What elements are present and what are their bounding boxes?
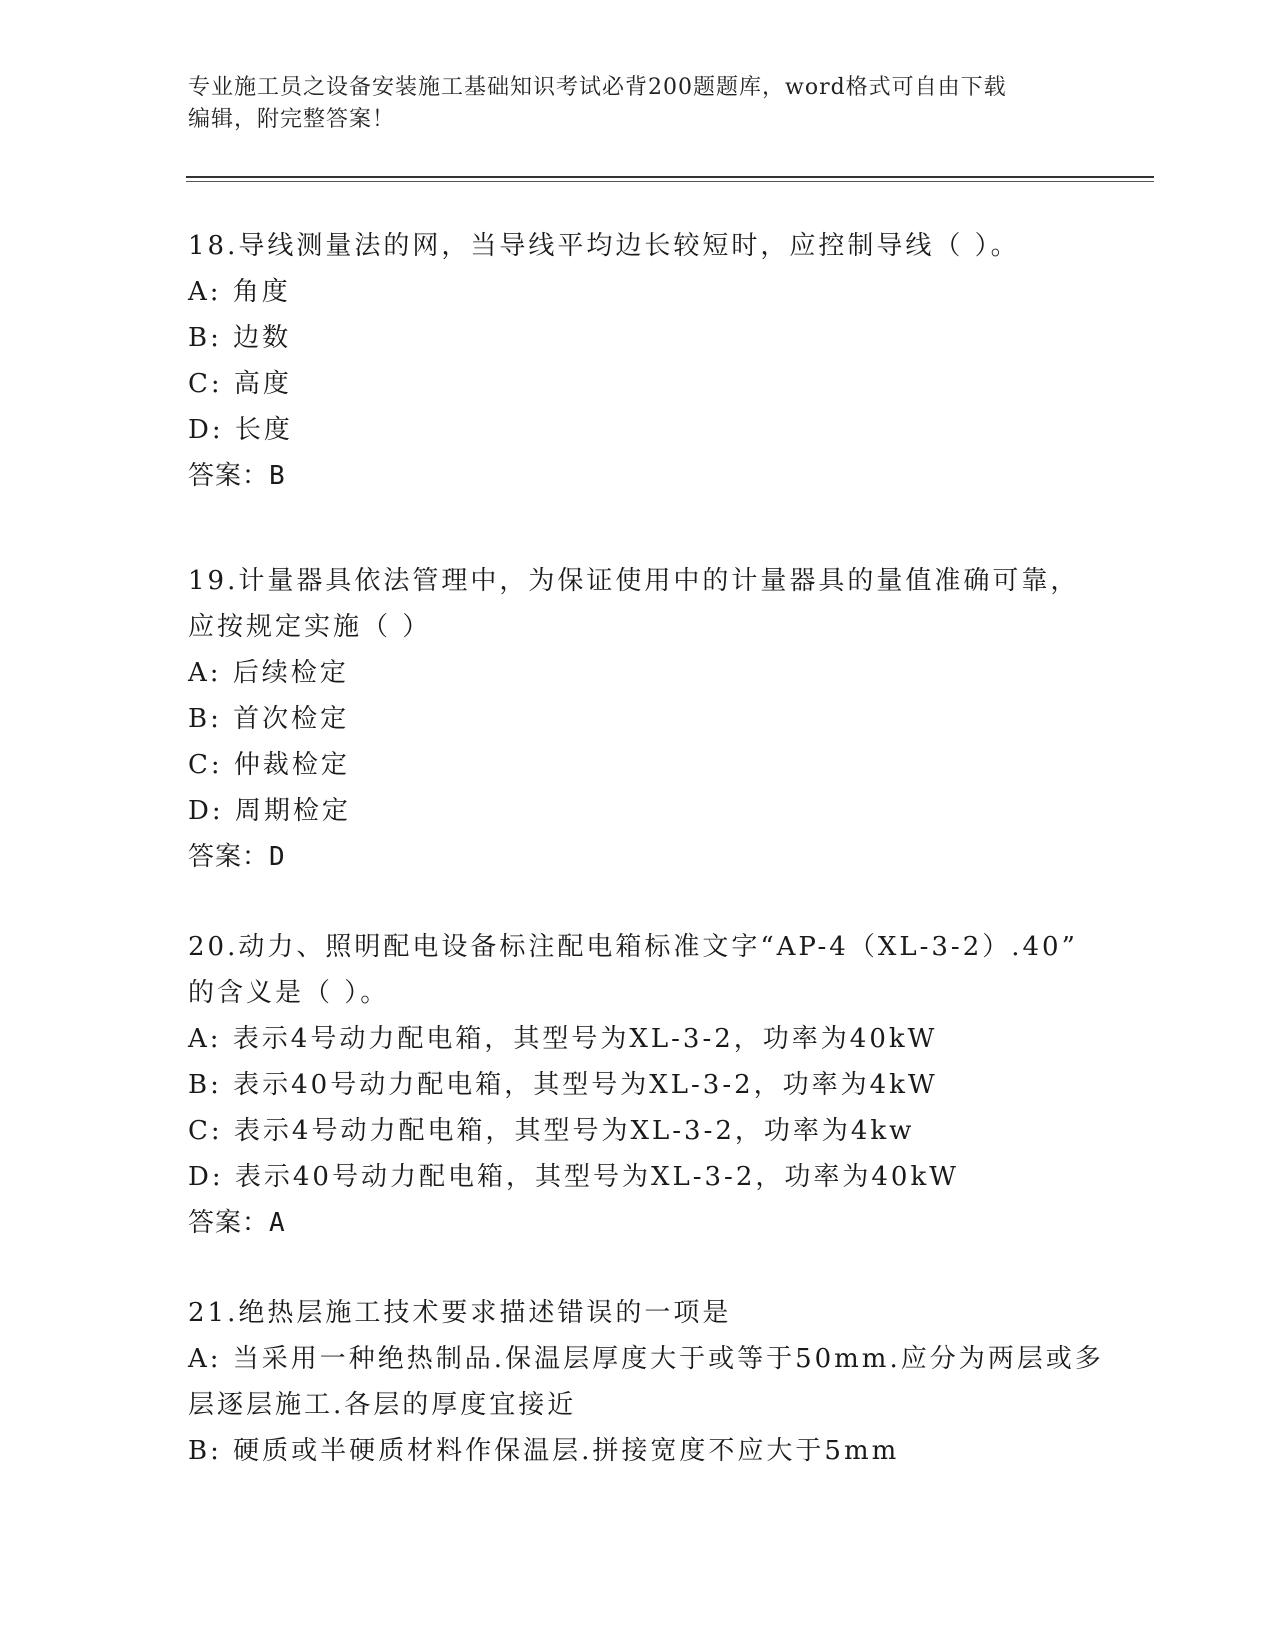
question-stem: 20.动力、照明配电设备标注配电箱标准文字“AP-4（XL-3-2）.40”	[188, 932, 1078, 962]
option-a-continued: 层逐层施工.各层的厚度宜接近	[188, 1390, 577, 1420]
option-b: B: 表示40号动力配电箱，其型号为XL-3-2，功率为4kW	[188, 1070, 938, 1100]
question-stem: 19.计量器具依法管理中，为保证使用中的计量器具的量值准确可靠，	[188, 566, 1080, 596]
question-stem-continued: 应按规定实施（ ）	[188, 612, 432, 642]
answer-line	[188, 1200, 1088, 1246]
option-d: D: 表示40号动力配电箱，其型号为XL-3-2，功率为40kW	[188, 1162, 959, 1192]
answer-label: 答案：	[188, 461, 270, 491]
option-d: D: 长度	[188, 415, 293, 445]
answer-value: B	[269, 461, 286, 491]
option-a: A: 后续检定	[188, 658, 349, 688]
option-a: A: 角度	[188, 277, 291, 307]
answer-line	[188, 834, 1088, 880]
header-title-line-2: 编辑，附完整答案！	[188, 107, 396, 132]
question-stem: 18.导线测量法的网，当导线平均边长较短时，应控制导线（ ）。	[188, 231, 1020, 261]
answer-line	[188, 453, 1088, 499]
question-stem-continued: 的含义是（ ）。	[188, 978, 390, 1008]
option-a: A: 表示4号动力配电箱，其型号为XL-3-2，功率为40kW	[188, 1024, 938, 1054]
option-a: A: 当采用一种绝热制品.保温层厚度大于或等于50mm.应分为两层或多	[188, 1344, 1104, 1374]
question-20	[188, 924, 1088, 1246]
answer-value: D	[269, 842, 286, 872]
question-21	[188, 1290, 1104, 1474]
header-divider-thick	[186, 176, 1154, 178]
header-title-line-1: 专业施工员之设备安装施工基础知识考试必背200题题库，word格式可自由下载	[188, 75, 1007, 100]
option-b: B: 边数	[188, 323, 292, 353]
option-b: B: 硬质或半硬质材料作保温层.拼接宽度不应大于5mm	[188, 1436, 900, 1466]
document-header	[188, 72, 1088, 136]
answer-label: 答案：	[188, 1208, 270, 1238]
option-c: C: 表示4号动力配电箱，其型号为XL-3-2，功率为4kw	[188, 1116, 915, 1146]
question-18	[188, 223, 1088, 499]
option-d: D: 周期检定	[188, 796, 351, 826]
question-stem: 21.绝热层施工技术要求描述错误的一项是	[188, 1298, 732, 1328]
option-c: C: 高度	[188, 369, 292, 399]
answer-label: 答案：	[188, 842, 270, 872]
answer-value: A	[269, 1208, 286, 1238]
question-19	[188, 558, 1088, 880]
option-c: C: 仲裁检定	[188, 750, 350, 780]
option-b: B: 首次检定	[188, 704, 350, 734]
header-divider-thin	[186, 181, 1154, 182]
